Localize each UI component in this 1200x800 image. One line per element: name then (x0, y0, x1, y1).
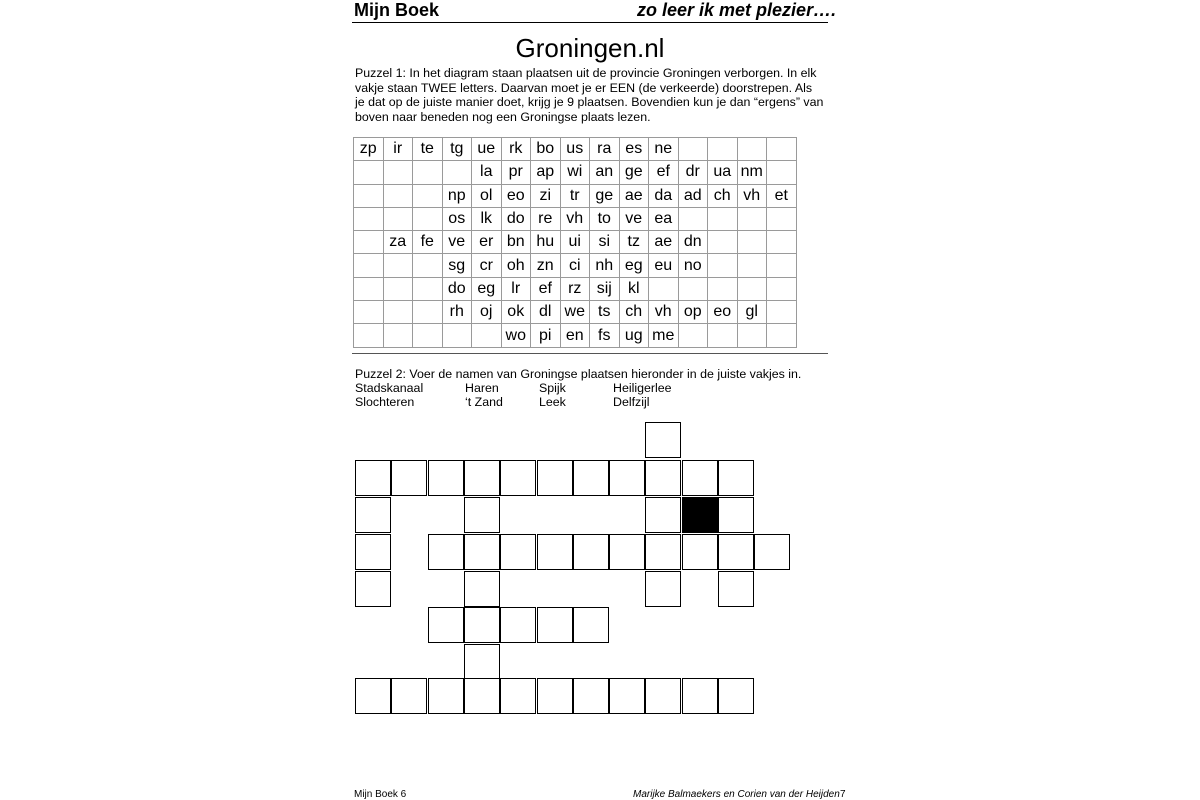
letter-grid-cell[interactable]: da (649, 184, 679, 207)
crossword-cell[interactable] (500, 607, 536, 643)
crossword-cell[interactable] (682, 534, 718, 570)
letter-grid-cell[interactable]: to (590, 207, 620, 230)
letter-grid-cell[interactable] (678, 207, 708, 230)
crossword-cell[interactable] (500, 460, 536, 496)
letter-grid-cell[interactable] (737, 207, 767, 230)
letter-grid-cell[interactable]: ui (560, 231, 590, 254)
crossword-black-cell (682, 497, 718, 533)
letter-grid-cell[interactable]: rh (442, 301, 472, 324)
letter-grid-cell[interactable]: we (560, 301, 590, 324)
crossword-cell[interactable] (573, 460, 609, 496)
letter-grid-cell[interactable]: bo (531, 138, 561, 161)
crossword-cell[interactable] (500, 678, 536, 714)
letter-grid-cell[interactable]: sij (590, 277, 620, 300)
puzzle2-instructions: Puzzel 2: Voer de namen van Groningse plaatsen hieronder in de juiste vakjes in. (355, 367, 802, 381)
letter-grid-cell[interactable]: tz (619, 231, 649, 254)
letter-grid-cell[interactable] (708, 324, 738, 347)
letter-grid-cell[interactable] (383, 301, 413, 324)
letter-grid-cell[interactable]: dn (678, 231, 708, 254)
letter-grid-cell[interactable] (767, 231, 797, 254)
crossword-cell[interactable] (500, 534, 536, 570)
place-name: Heiligerlee (613, 381, 672, 395)
letter-grid-cell[interactable]: vh (649, 301, 679, 324)
letter-grid-row (354, 277, 797, 300)
letter-grid-cell[interactable]: do (442, 277, 472, 300)
crossword-cell[interactable] (609, 534, 645, 570)
letter-grid-cell[interactable]: no (678, 254, 708, 277)
letter-grid-cell[interactable]: nm (737, 161, 767, 184)
crossword-cell[interactable] (573, 607, 609, 643)
letter-grid-cell[interactable]: ea (649, 207, 679, 230)
letter-grid-cell[interactable]: ug (619, 324, 649, 347)
letter-grid-cell[interactable] (413, 184, 443, 207)
letter-grid-cell[interactable]: vh (560, 207, 590, 230)
letter-grid-cell[interactable] (354, 231, 384, 254)
letter-grid-cell[interactable] (767, 161, 797, 184)
crossword-cell[interactable] (464, 460, 500, 496)
letter-grid-cell[interactable]: ef (649, 161, 679, 184)
letter-grid-cell[interactable] (678, 138, 708, 161)
letter-grid-cell[interactable] (708, 277, 738, 300)
crossword-cell[interactable] (645, 422, 681, 458)
letter-grid-row (354, 324, 797, 347)
letter-grid-cell[interactable] (354, 301, 384, 324)
letter-grid-cell[interactable] (649, 277, 679, 300)
section-divider (352, 353, 828, 354)
letter-grid-cell[interactable]: ge (619, 161, 649, 184)
letter-grid-cell[interactable]: en (560, 324, 590, 347)
letter-grid-row (354, 231, 797, 254)
crossword-cell[interactable] (718, 534, 754, 570)
puzzle1-instructions: Puzzel 1: In het diagram staan plaatsen uit de provincie Groningen verborgen. In elk vakje staan TWEE letters. Daarvan moet je er EEN (de verkeerde) doorstrepen. Als je dat op de juiste manier doet, krijg je 9 plaatsen. Bovendien kun je dan “ergens” van boven naar beneden nog een Groningse plaats lezen. (355, 66, 824, 124)
letter-grid-row (354, 184, 797, 207)
crossword-cell[interactable] (355, 460, 391, 496)
letter-grid-cell[interactable]: ts (590, 301, 620, 324)
letter-grid-cell[interactable]: ue (472, 138, 502, 161)
crossword-cell[interactable] (355, 497, 391, 533)
letter-grid-cell[interactable] (767, 207, 797, 230)
letter-grid-cell[interactable] (383, 277, 413, 300)
letter-grid (353, 137, 797, 348)
letter-grid-cell[interactable] (708, 231, 738, 254)
letter-grid-cell[interactable] (383, 207, 413, 230)
letter-grid-cell[interactable]: dr (678, 161, 708, 184)
letter-grid-cell[interactable]: et (767, 184, 797, 207)
letter-grid-cell[interactable] (737, 277, 767, 300)
crossword-cell[interactable] (537, 607, 573, 643)
letter-grid-cell[interactable]: wi (560, 161, 590, 184)
letter-grid-cell[interactable] (737, 231, 767, 254)
letter-grid-cell[interactable]: ra (590, 138, 620, 161)
letter-grid-cell[interactable]: zi (531, 184, 561, 207)
crossword-cell[interactable] (682, 678, 718, 714)
letter-grid-cell[interactable] (442, 161, 472, 184)
letter-grid-cell[interactable]: an (590, 161, 620, 184)
letter-grid-cell[interactable] (354, 277, 384, 300)
letter-grid-cell[interactable]: op (678, 301, 708, 324)
crossword-cell[interactable] (645, 678, 681, 714)
letter-grid-cell[interactable]: tg (442, 138, 472, 161)
letter-grid-cell[interactable]: eg (619, 254, 649, 277)
letter-grid-cell[interactable] (354, 184, 384, 207)
crossword-cell[interactable] (355, 678, 391, 714)
letter-grid-cell[interactable]: np (442, 184, 472, 207)
crossword-cell[interactable] (718, 678, 754, 714)
letter-grid-row (354, 301, 797, 324)
letter-grid-cell[interactable] (767, 138, 797, 161)
crossword-cell[interactable] (718, 571, 754, 607)
crossword-cell[interactable] (718, 460, 754, 496)
letter-grid-cell[interactable] (708, 254, 738, 277)
crossword-cell[interactable] (464, 534, 500, 570)
letter-grid-cell[interactable] (354, 161, 384, 184)
letter-grid-cell[interactable]: ve (619, 207, 649, 230)
place-name: Stadskanaal (355, 381, 424, 395)
crossword-cell[interactable] (609, 678, 645, 714)
letter-grid-cell[interactable]: hu (531, 231, 561, 254)
letter-grid-cell[interactable] (383, 161, 413, 184)
crossword-cell[interactable] (537, 678, 573, 714)
letter-grid-cell[interactable]: rz (560, 277, 590, 300)
letter-grid-cell[interactable]: fe (413, 231, 443, 254)
crossword-cell[interactable] (464, 678, 500, 714)
letter-grid-cell[interactable]: ch (619, 301, 649, 324)
letter-grid-cell[interactable] (678, 277, 708, 300)
letter-grid-cell[interactable] (737, 254, 767, 277)
letter-grid-cell[interactable]: eo (708, 301, 738, 324)
letter-grid-cell[interactable] (354, 207, 384, 230)
letter-grid-cell[interactable]: ua (708, 161, 738, 184)
letter-grid-cell[interactable]: os (442, 207, 472, 230)
crossword-cell[interactable] (428, 534, 464, 570)
page-title: Groningen.nl (515, 33, 665, 63)
letter-grid-cell[interactable]: sg (442, 254, 472, 277)
letter-grid-cell[interactable] (737, 138, 767, 161)
crossword-cell[interactable] (718, 497, 754, 533)
letter-grid-row (354, 254, 797, 277)
letter-grid-cell[interactable]: pr (501, 161, 531, 184)
letter-grid-cell[interactable] (708, 138, 738, 161)
letter-grid-cell[interactable]: es (619, 138, 649, 161)
letter-grid-cell[interactable]: ch (708, 184, 738, 207)
crossword-cell[interactable] (645, 534, 681, 570)
crossword-cell[interactable] (754, 534, 790, 570)
letter-grid-cell[interactable] (472, 324, 502, 347)
crossword-cell[interactable] (645, 571, 681, 607)
place-name: Spijk (539, 381, 566, 395)
letter-grid-cell[interactable] (413, 324, 443, 347)
letter-grid-cell[interactable] (383, 324, 413, 347)
letter-grid-cell[interactable] (767, 324, 797, 347)
crossword-cell[interactable] (645, 460, 681, 496)
letter-grid-cell[interactable]: re (531, 207, 561, 230)
letter-grid-cell[interactable]: lr (501, 277, 531, 300)
letter-grid-cell[interactable] (354, 324, 384, 347)
place-name: Haren (465, 381, 499, 395)
footer-authors: Marijke Balmaekers en Corien van der Heijden (633, 789, 840, 800)
letter-grid-cell[interactable] (413, 161, 443, 184)
letter-grid-cell[interactable]: vh (737, 184, 767, 207)
crossword-cell[interactable] (573, 678, 609, 714)
letter-grid-cell[interactable]: me (649, 324, 679, 347)
letter-grid-cell[interactable]: ap (531, 161, 561, 184)
crossword-cell[interactable] (537, 460, 573, 496)
letter-grid-cell[interactable]: oh (501, 254, 531, 277)
letter-grid-cell[interactable]: ae (619, 184, 649, 207)
letter-grid-cell[interactable] (708, 207, 738, 230)
letter-grid-cell[interactable]: fs (590, 324, 620, 347)
place-name: Slochteren (355, 395, 415, 409)
letter-grid-cell[interactable]: kl (619, 277, 649, 300)
header-divider (352, 22, 828, 23)
letter-grid-cell[interactable]: er (472, 231, 502, 254)
letter-grid-cell[interactable]: cr (472, 254, 502, 277)
letter-grid-cell[interactable]: dl (531, 301, 561, 324)
crossword-cell[interactable] (464, 571, 500, 607)
letter-grid-cell[interactable]: ve (442, 231, 472, 254)
letter-grid-cell[interactable]: do (501, 207, 531, 230)
crossword-cell[interactable] (428, 607, 464, 643)
crossword-cell[interactable] (355, 534, 391, 570)
crossword-cell[interactable] (645, 497, 681, 533)
letter-grid-cell[interactable]: ne (649, 138, 679, 161)
letter-grid-cell[interactable]: si (590, 231, 620, 254)
letter-grid-cell[interactable] (767, 301, 797, 324)
footer-book: Mijn Boek 6 (354, 789, 407, 800)
letter-grid-cell[interactable]: bn (501, 231, 531, 254)
crossword-cell[interactable] (428, 678, 464, 714)
letter-grid-cell[interactable] (767, 254, 797, 277)
letter-grid-cell[interactable]: zp (354, 138, 384, 161)
letter-grid-cell[interactable]: ge (590, 184, 620, 207)
letter-grid-cell[interactable]: ae (649, 231, 679, 254)
letter-grid-cell[interactable]: lk (472, 207, 502, 230)
letter-grid-cell[interactable]: pi (531, 324, 561, 347)
letter-grid-cell[interactable]: oj (472, 301, 502, 324)
letter-grid-row (354, 207, 797, 230)
letter-grid-cell[interactable] (354, 254, 384, 277)
page-number: 7 (840, 789, 846, 800)
letter-grid-row (354, 161, 797, 184)
letter-grid-cell[interactable]: ad (678, 184, 708, 207)
letter-grid-cell[interactable] (442, 324, 472, 347)
letter-grid-cell[interactable] (737, 324, 767, 347)
letter-grid-cell[interactable] (413, 301, 443, 324)
letter-grid-cell[interactable]: us (560, 138, 590, 161)
crossword-cell[interactable] (464, 644, 500, 680)
crossword-cell[interactable] (464, 607, 500, 643)
letter-grid-cell[interactable]: la (472, 161, 502, 184)
letter-grid-cell[interactable] (383, 254, 413, 277)
crossword-cell[interactable] (428, 460, 464, 496)
letter-grid-cell[interactable]: eu (649, 254, 679, 277)
letter-grid-row (354, 138, 797, 161)
header-book-title: Mijn Boek (354, 0, 440, 20)
place-name: ‘t Zand (465, 395, 503, 409)
letter-grid-cell[interactable]: ef (531, 277, 561, 300)
letter-grid-cell[interactable]: ok (501, 301, 531, 324)
crossword-cell[interactable] (609, 460, 645, 496)
letter-grid-cell[interactable]: wo (501, 324, 531, 347)
letter-grid-cell[interactable]: ir (383, 138, 413, 161)
letter-grid-cell[interactable]: eg (472, 277, 502, 300)
letter-grid-cell[interactable]: te (413, 138, 443, 161)
letter-grid-cell[interactable]: tr (560, 184, 590, 207)
place-name: Leek (539, 395, 566, 409)
letter-grid-cell[interactable] (383, 184, 413, 207)
letter-grid-cell[interactable]: ci (560, 254, 590, 277)
place-name: Delfzijl (613, 395, 650, 409)
letter-grid-cell[interactable]: rk (501, 138, 531, 161)
letter-grid-cell[interactable]: za (383, 231, 413, 254)
letter-grid-cell[interactable] (413, 254, 443, 277)
letter-grid-cell[interactable]: nh (590, 254, 620, 277)
letter-grid-cell[interactable]: gl (737, 301, 767, 324)
crossword-cell[interactable] (537, 534, 573, 570)
letter-grid-cell[interactable] (413, 277, 443, 300)
letter-grid-cell[interactable] (767, 277, 797, 300)
crossword-cell[interactable] (464, 497, 500, 533)
crossword-cell[interactable] (391, 678, 427, 714)
crossword-cell[interactable] (682, 460, 718, 496)
header-slogan: zo leer ik met plezier…. (637, 0, 837, 20)
letter-grid-cell[interactable] (678, 324, 708, 347)
crossword-cell[interactable] (391, 460, 427, 496)
crossword-cell[interactable] (355, 571, 391, 607)
letter-grid-cell[interactable]: zn (531, 254, 561, 277)
crossword-cell[interactable] (573, 534, 609, 570)
letter-grid-cell[interactable] (413, 207, 443, 230)
letter-grid-cell[interactable]: ol (472, 184, 502, 207)
letter-grid-cell[interactable]: eo (501, 184, 531, 207)
